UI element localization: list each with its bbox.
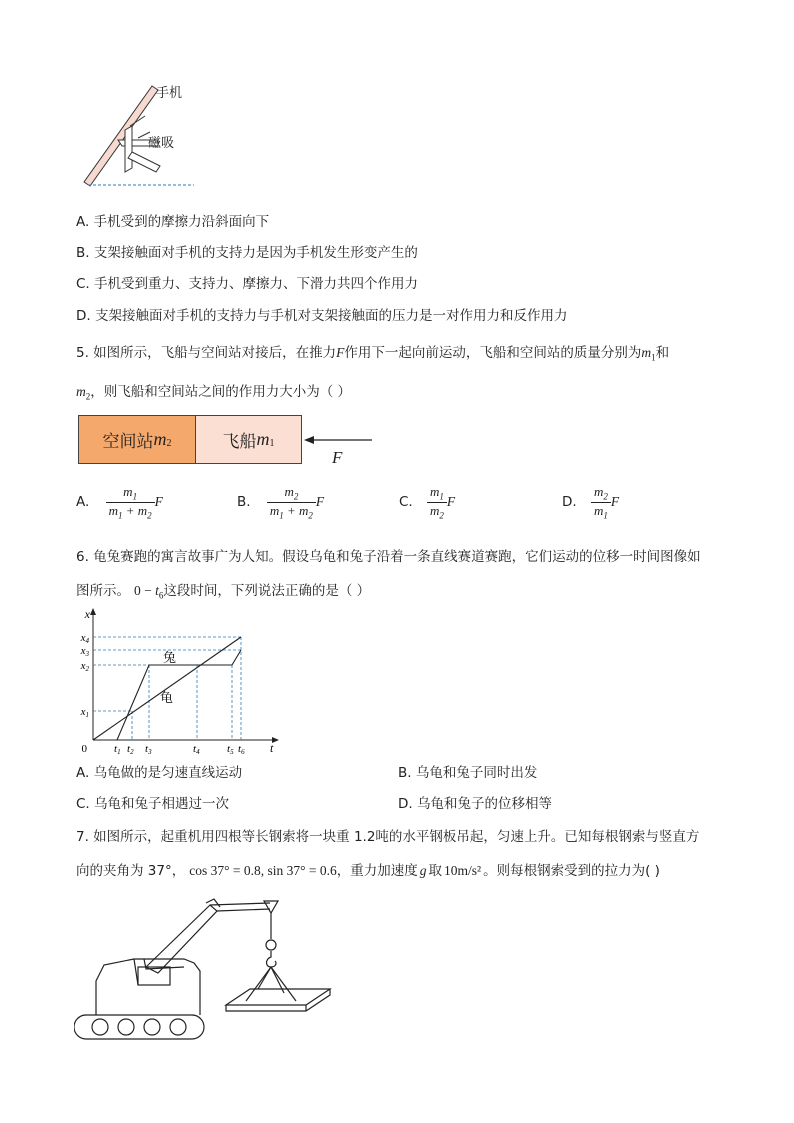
svg-text:x1: x1 bbox=[80, 706, 89, 719]
svg-text:x2: x2 bbox=[80, 660, 89, 673]
svg-text:t: t bbox=[270, 741, 274, 754]
holder-block-3 bbox=[128, 152, 160, 172]
q6-option-a: A. 乌龟做的是匀速直线运动 bbox=[76, 765, 243, 781]
ship-box: 飞船 m $_1$ bbox=[196, 415, 302, 464]
svg-text:t6: t6 bbox=[238, 743, 245, 754]
crane-tracks bbox=[74, 1015, 204, 1039]
q4-option-a: A. 手机受到的摩擦力沿斜面向下 bbox=[76, 214, 270, 230]
force-arrow bbox=[302, 432, 374, 448]
svg-text:0: 0 bbox=[81, 743, 87, 754]
q7-stem-line1: 7. 如图所示，起重机用四根等长钢索将一块重 1.2吨的水平钢板吊起，匀速上升。已知每根钢索与竖直方 bbox=[76, 829, 700, 845]
label-phone: 手机 bbox=[156, 86, 183, 101]
phone-holder-figure bbox=[70, 78, 210, 190]
q4-option-c: C. 手机受到重力、支持力、摩擦力、下滑力共四个作用力 bbox=[76, 276, 419, 292]
steel-plate bbox=[226, 989, 330, 1005]
svg-text:x4: x4 bbox=[80, 632, 89, 645]
force-label: F bbox=[332, 448, 343, 467]
svg-text:t5: t5 bbox=[227, 743, 234, 754]
phone-body bbox=[84, 86, 158, 186]
svg-text:t4: t4 bbox=[193, 743, 200, 754]
label-magnet: 磁吸 bbox=[148, 136, 175, 151]
q6-stem-line2: 图所示。 $0 - t_6$这段时间，下列说法正确的是（ ） bbox=[76, 583, 371, 601]
svg-text:t3: t3 bbox=[145, 743, 152, 754]
rabbit-line bbox=[117, 650, 241, 740]
q6-option-b: B. 乌龟和兔子同时出发 bbox=[398, 765, 538, 781]
q5-stem-line1: 5. 如图所示，飞船与空间站对接后，在推力F作用下一起向前运动，飞船和空间站的质量分别为$m_1$和 bbox=[76, 345, 670, 363]
q4-option-b: B. 支架接触面对手机的支持力是因为手机发生形变产生的 bbox=[76, 245, 418, 261]
q5-stem-line2: $m_2$，则飞船和空间站之间的作用力大小为（ ） bbox=[76, 384, 352, 402]
holder-block-2 bbox=[125, 126, 132, 172]
q6-option-d: D. 乌龟和兔子的位移相等 bbox=[398, 796, 552, 812]
crane-hook bbox=[267, 951, 276, 967]
svg-text:t1: t1 bbox=[114, 743, 121, 754]
q5-option-c: C. $\frac{m_1}{m_2}$ F bbox=[399, 484, 456, 521]
tortoise-label: 龟 bbox=[160, 690, 174, 705]
q5-option-b: B. $\frac{m_2}{m_1 + m_2}$ F bbox=[237, 484, 325, 521]
q6-option-c: C. 乌龟和兔子相遇过一次 bbox=[76, 796, 230, 812]
crane-figure bbox=[74, 893, 342, 1051]
svg-text:x3: x3 bbox=[80, 645, 89, 658]
q5-option-d: D. $\frac{m_2}{m_1}$ F bbox=[562, 484, 620, 521]
displacement-time-graph bbox=[74, 606, 284, 754]
crane-boom bbox=[146, 905, 217, 973]
q5-option-a: A. $\frac{m_1}{m_1 + m_2}$ F bbox=[76, 484, 163, 521]
q7-stem-line2: 向的夹角为 37°， cos 37° = 0.8, sin 37° = 0.6，重力加速度 g 取 10m/s² 。则每根钢索受到的拉力为( ) bbox=[76, 863, 660, 879]
svg-text:x: x bbox=[84, 607, 90, 621]
q6-stem-line1: 6. 龟兔赛跑的寓言故事广为人知。假设乌龟和兔子沿着一条直线赛道赛跑，它们运动的位移一时间图像如 bbox=[76, 549, 701, 565]
rabbit-label: 兔 bbox=[163, 650, 177, 665]
svg-text:t2: t2 bbox=[127, 743, 134, 754]
station-box: 空间站 m $_2$ bbox=[78, 415, 196, 464]
q4-option-d: D. 支架接触面对手机的支持力与手机对支架接触面的压力是一对作用力和反作用力 bbox=[76, 308, 568, 324]
